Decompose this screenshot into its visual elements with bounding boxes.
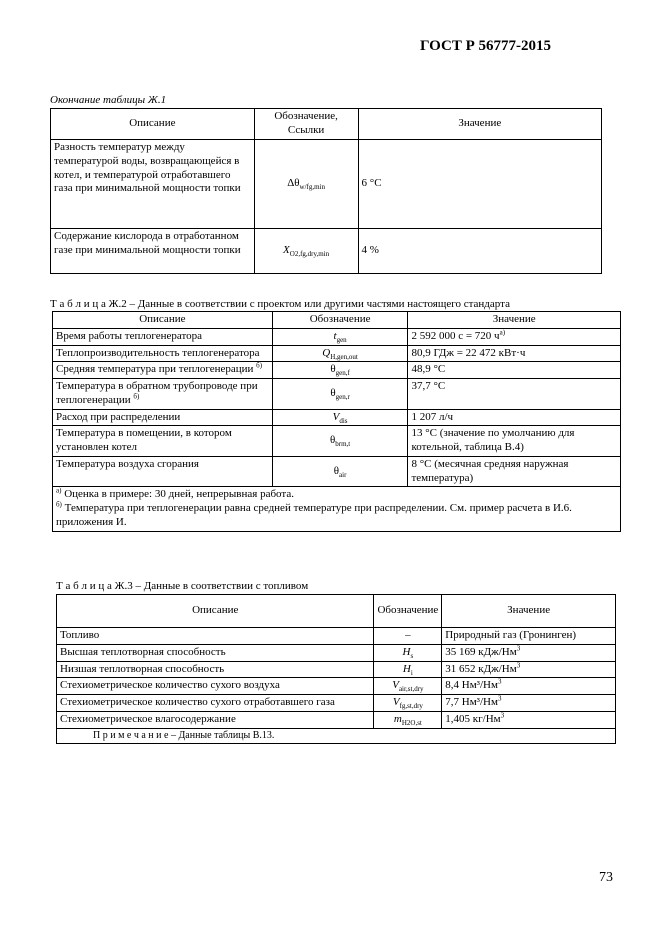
row-description: Теплопроизводительность теплогенератора — [53, 345, 273, 362]
row-description: Содержание кислорода в отработанном газе при минимальной мощности топки — [51, 229, 255, 274]
table2-header-desc: Описание — [53, 312, 273, 329]
row-symbol: $\theta_{air}$ — [272, 456, 408, 487]
table-row — [57, 695, 616, 712]
row-symbol: $H_s$ — [374, 644, 442, 661]
table3-header-value: Значение — [442, 595, 616, 628]
row-symbol: $H_i$ — [374, 661, 442, 678]
table3-note-row — [57, 728, 616, 744]
table3-header-row — [57, 595, 616, 628]
row-value: 35 169 кДж/$Нм^3$ — [442, 644, 616, 661]
table2-header-value: Значение — [408, 312, 621, 329]
row-description: Температура в помещении, в котором установлен котел — [53, 426, 273, 457]
row-value: 8 °С (месячная средняя наружная температура) — [408, 456, 621, 487]
document-id: ГОСТ Р 56777-2015 — [419, 38, 551, 54]
table1-header-value: Значение — [358, 109, 601, 140]
row-description: Высшая теплотворная способность — [57, 644, 374, 661]
table3 — [56, 594, 616, 744]
footnote-b: $^{б)}$ Температура при теплогенерации равна средней температуре при распределении. См. пример расчета в И.6. приложения И. — [56, 500, 572, 528]
row-value: 1,405 $кг/Нм^3$ — [442, 711, 616, 728]
row-value: 6 °С — [358, 140, 601, 229]
footnotes-cell — [53, 487, 621, 531]
row-description: Низшая теплотворная способность — [57, 661, 374, 678]
row-description: Температура воздуха сгорания — [53, 456, 273, 487]
row-value: 13 °С (значение по умолчанию для котельной, таблица В.4) — [408, 426, 621, 457]
table1-caption: Окончание таблицы Ж.1 — [50, 94, 167, 106]
row-symbol: $V_{air,st,dry}$ — [374, 678, 442, 695]
table-row — [53, 379, 621, 410]
row-value: 4 % — [358, 229, 601, 274]
row-description: Время работы теплогенератора — [53, 328, 273, 345]
row-symbol: $Q_{H,gen,out}$ — [272, 345, 408, 362]
table1-header-row — [51, 109, 602, 140]
row-value: 7,7 Нм³/$Нм^3$ — [442, 695, 616, 712]
table1-header-sym: Обозначение, Ссылки — [254, 109, 358, 140]
table-row — [51, 140, 602, 229]
table-row — [57, 644, 616, 661]
row-description: Стехиометрическое влагосодержание — [57, 711, 374, 728]
page-number: 73 — [599, 870, 613, 885]
table-row — [53, 409, 621, 426]
table3-header-sym: Обозначение — [374, 595, 442, 628]
table-row — [53, 426, 621, 457]
row-symbol: – — [374, 628, 442, 645]
row-symbol: $X_{O2,fg,dry,min}$ — [254, 229, 358, 274]
row-symbol: $\theta_{gen,f}$ — [272, 362, 408, 379]
table3-header-desc: Описание — [57, 595, 374, 628]
row-symbol: $\Delta\theta_{w/fg,min}$ — [254, 140, 358, 229]
table2-header-row — [53, 312, 621, 329]
table-row — [57, 628, 616, 645]
row-symbol: $\theta_{gen,r}$ — [272, 379, 408, 410]
table2-header-sym: Обозначение — [272, 312, 408, 329]
row-symbol: $m_{H2O,st}$ — [374, 711, 442, 728]
row-description: Разность температур между температурой воды, возвращающейся в котел, и температурой отработавшего газа при минимальной мощности топки — [51, 140, 255, 229]
row-value: 1 207 л/ч — [408, 409, 621, 426]
row-value: 48,9 °С — [408, 362, 621, 379]
row-value: 37,7 °С — [408, 379, 621, 410]
row-value: 80,9 ГДж = 22 472 кВт·ч — [408, 345, 621, 362]
row-symbol: $\theta_{brm,t}$ — [272, 426, 408, 457]
table1 — [50, 108, 602, 274]
table3-caption: Т а б л и ц а Ж.3 – Данные в соответствии с топливом — [56, 580, 309, 592]
table2-caption: Т а б л и ц а Ж.2 – Данные в соответствии с проектом или другими частями настоящего стандарта — [50, 298, 510, 310]
row-description: Стехиометрическое количество сухого отработавшего газа — [57, 695, 374, 712]
row-description: Температура в обратном трубопроводе при теплогенерации $^{б)}$ — [53, 379, 273, 410]
table-row — [53, 456, 621, 487]
table3-note: П р и м е ч а н и е – Данные таблицы В.13. — [57, 728, 616, 744]
row-description: Средняя температура при теплогенерации $^{б)}$ — [53, 362, 273, 379]
row-value: Природный газ (Гронинген) — [442, 628, 616, 645]
table-row — [53, 328, 621, 345]
table2 — [52, 311, 621, 532]
row-symbol: $V_{fg,st,dry}$ — [374, 695, 442, 712]
table2-footnotes — [53, 487, 621, 531]
row-value: 8,4 Нм³/$Нм^3$ — [442, 678, 616, 695]
table1-header-desc: Описание — [51, 109, 255, 140]
row-description: Расход при распределении — [53, 409, 273, 426]
row-value: 2 592 000 с = 720 $ч^{a)}$ — [408, 328, 621, 345]
row-symbol: $V_{dis}$ — [272, 409, 408, 426]
footnote-a: $^{а)}$ Оценка в примере: 30 дней, непрерывная работа. — [56, 486, 294, 501]
table-row — [51, 229, 602, 274]
table-row — [57, 678, 616, 695]
table-row — [57, 711, 616, 728]
table-row — [53, 362, 621, 379]
row-value: 31 652 кДж/$Нм^3$ — [442, 661, 616, 678]
row-symbol: $t_{gen}$ — [272, 328, 408, 345]
table-row — [57, 661, 616, 678]
row-description: Стехиометрическое количество сухого воздуха — [57, 678, 374, 695]
row-description: Топливо — [57, 628, 374, 645]
table-row — [53, 345, 621, 362]
